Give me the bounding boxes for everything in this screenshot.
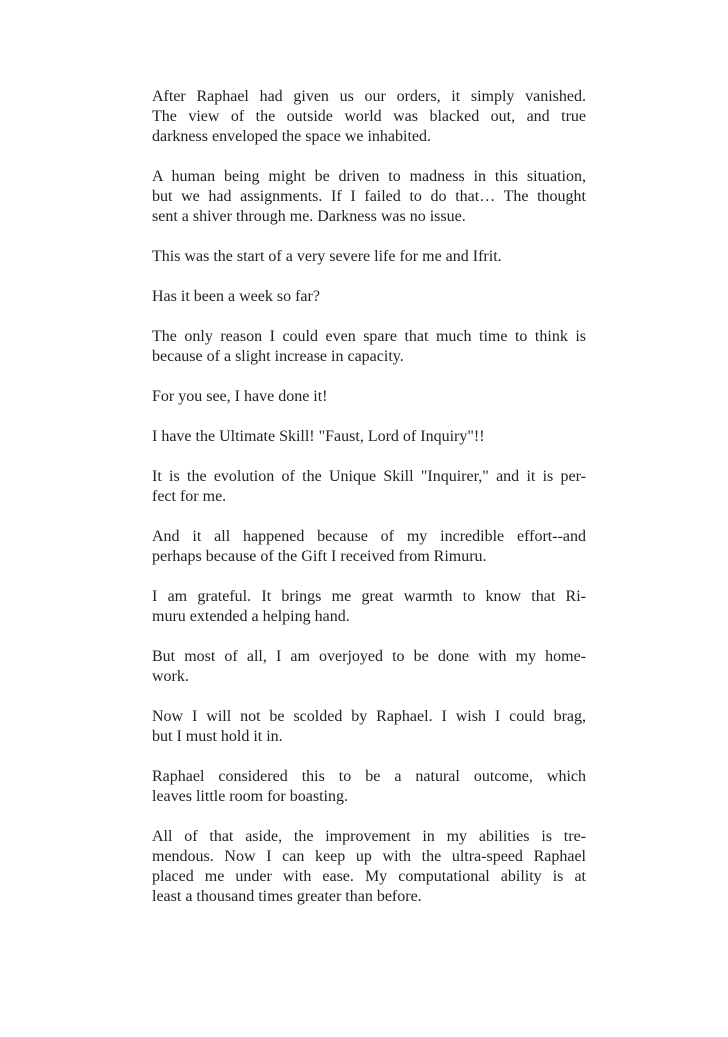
text-line: perhaps because of the Gift I received from Rimuru. — [152, 548, 487, 565]
text-line: placed me under with ease. My computational ability is at — [152, 868, 586, 885]
paragraph-14 — [152, 827, 586, 907]
paragraph-9 — [152, 527, 586, 567]
text-line: I have the Ultimate Skill! "Faust, Lord of Inquiry"!! — [152, 428, 485, 445]
text-line: because of a slight increase in capacity. — [152, 348, 404, 365]
text-line: but we had assignments. If I failed to do that… The thought — [152, 188, 586, 205]
text-line: work. — [152, 668, 189, 685]
paragraph-13 — [152, 767, 586, 807]
text-line: It is the evolution of the Unique Skill "Inquirer," and it is per- — [152, 468, 586, 485]
text-line: least a thousand times greater than before. — [152, 888, 422, 905]
text-line: After Raphael had given us our orders, it simply vanished. — [152, 88, 586, 105]
text-line: I am grateful. It brings me great warmth to know that Ri- — [152, 588, 586, 605]
text-line: sent a shiver through me. Darkness was no issue. — [152, 208, 466, 225]
paragraph-4 — [152, 287, 586, 307]
text-line: All of that aside, the improvement in my abilities is tre- — [152, 828, 586, 845]
text-line: fect for me. — [152, 488, 227, 505]
text-line: leaves little room for boasting. — [152, 788, 348, 805]
text-line: Raphael considered this to be a natural outcome, which — [152, 768, 586, 785]
text-line: muru extended a helping hand. — [152, 608, 350, 625]
paragraph-2 — [152, 167, 586, 227]
paragraph-12 — [152, 707, 586, 747]
paragraph-11 — [152, 647, 586, 687]
paragraph-3 — [152, 247, 586, 267]
text-line: The only reason I could even spare that much time to think is — [152, 328, 586, 345]
text-line: but I must hold it in. — [152, 728, 283, 745]
text-line: mendous. Now I can keep up with the ultra-speed Raphael — [152, 848, 586, 865]
text-line: darkness enveloped the space we inhabited. — [152, 128, 432, 145]
text-line: And it all happened because of my incredible effort--and — [152, 528, 586, 545]
paragraph-5 — [152, 327, 586, 367]
paragraph-10 — [152, 587, 586, 627]
text-line: For you see, I have done it! — [152, 388, 328, 405]
text-line: Now I will not be scolded by Raphael. I wish I could brag, — [152, 708, 586, 725]
text-line: A human being might be driven to madness in this situation, — [152, 168, 586, 185]
text-line: But most of all, I am overjoyed to be done with my home- — [152, 648, 586, 665]
paragraph-8 — [152, 467, 586, 507]
paragraph-7 — [152, 427, 586, 447]
text-line: The view of the outside world was blacked out, and true — [152, 108, 586, 125]
page-text — [152, 87, 586, 907]
text-line: This was the start of a very severe life for me and Ifrit. — [152, 248, 502, 265]
paragraph-6 — [152, 387, 586, 407]
paragraph-1 — [152, 87, 586, 147]
text-line: Has it been a week so far? — [152, 288, 320, 305]
